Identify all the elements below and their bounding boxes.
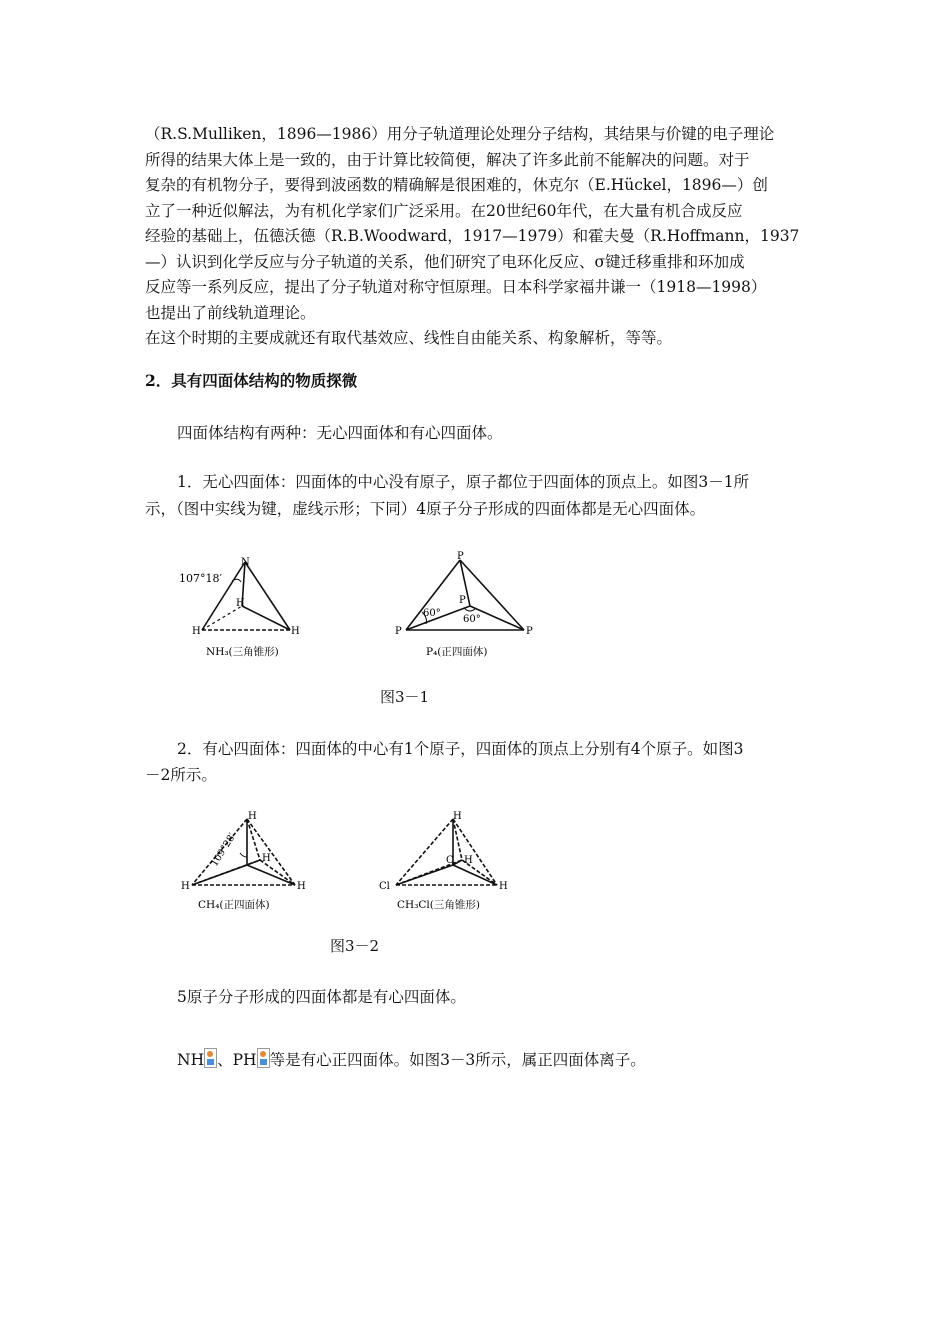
item2-text-line1: 2．有心四面体：四面体的中心有1个原子，四面体的顶点上分别有4个原子。如图3: [177, 740, 744, 758]
p4-angle-right: 60°: [463, 614, 481, 625]
nh3-left-label: H: [192, 626, 201, 637]
ph-prefix: PH: [232, 1051, 257, 1069]
intro-line: —）认识到化学反应与分子轨道的关系，他们研究了电环化反应、σ键迁移重排和环加成: [145, 252, 745, 271]
nh3-angle-label: 107°18′: [179, 572, 222, 585]
item2-text-line2: －2所示。: [145, 766, 217, 784]
section-heading: 2．具有四面体结构的物质探微: [145, 371, 358, 390]
ch3cl-center-label: C: [446, 855, 454, 866]
intro-line: 也提出了前线轨道理论。: [145, 303, 316, 322]
nh3-inner-label: H: [236, 598, 245, 609]
ch4-left-label: H: [181, 881, 190, 892]
separator: 、: [217, 1051, 233, 1069]
ch4-caption: CH₄(正四面体): [198, 899, 270, 911]
figure-3-1-diagrams: [170, 548, 550, 666]
p4-center-label: P: [459, 595, 466, 606]
intro-line: （R.S.Mulliken，1896—1986）用分子轨道理论处理分子结构，其结果与价键的电子理论: [145, 125, 775, 143]
ch4-diagram: [192, 819, 295, 885]
intro-line: 所得的结果大体上是一致的，由于计算比较简便，解决了许多此前不能解决的问题。对于: [145, 150, 750, 169]
broken-image-icon: [257, 1048, 270, 1068]
ch3cl-top-label: H: [453, 811, 462, 822]
ch3cl-right-label: H: [499, 881, 508, 892]
ch3cl-inner-label: H: [464, 855, 473, 866]
intro-line: 经验的基础上，伍德沃德（R.B.Woodward，1917—1979）和霍夫曼（R.Hoffmann，1937: [145, 227, 800, 245]
ch3cl-caption: CH₃Cl(三角锥形): [397, 899, 480, 911]
five-atom-text: 5原子分子形成的四面体都是有心四面体。: [177, 988, 466, 1006]
ions-line: [177, 1048, 646, 1073]
ch3cl-diagram: [396, 819, 497, 885]
broken-image-icon: [204, 1048, 217, 1068]
p4-angle-left: 60°: [423, 608, 441, 619]
ch4-inner-label: H: [262, 853, 271, 864]
figure-3-1-label: 图3－1: [380, 688, 430, 706]
p4-left-label: P: [395, 626, 402, 637]
intro-line: 在这个时期的主要成就还有取代基效应、线性自由能关系、构象解析，等等。: [145, 329, 673, 347]
p4-top-label: P: [457, 551, 464, 562]
figure-3-2-diagrams: [170, 805, 550, 917]
intro-line: 反应等一系列反应，提出了分子轨道对称守恒原理。日本科学家福井谦一（1918—1998）: [145, 278, 767, 296]
nh-prefix: NH: [177, 1051, 205, 1069]
ch3cl-left-label: Cl: [379, 881, 390, 892]
tetrahedron-intro: 四面体结构有两种：无心四面体和有心四面体。: [177, 424, 503, 442]
p4-right-label: P: [526, 626, 533, 637]
ch4-right-label: H: [297, 881, 306, 892]
nh3-caption: NH₃(三角锥形): [206, 646, 279, 658]
nh3-top-label: N: [241, 557, 250, 568]
item1-text-line2: 示，（图中实线为键，虚线示形；下同）4原子分子形成的四面体都是无心四面体。: [145, 500, 706, 518]
intro-paragraph: [145, 122, 815, 352]
intro-line: 立了一种近似解法，为有机化学家们广泛采用。在20世纪60年代，在大量有机合成反应: [145, 201, 743, 220]
ch4-top-label: H: [248, 811, 257, 822]
intro-line: 复杂的有机物分子，要得到波函数的精确解是很困难的，休克尔（E.Hückel，1896—）创: [145, 176, 768, 194]
ch4-angle-label: 109°28′: [209, 831, 239, 869]
item1-text-line1: 1．无心四面体：四面体的中心没有原子，原子都位于四面体的顶点上。如图3－1所: [177, 473, 750, 491]
p4-caption: P₄(正四面体): [426, 646, 488, 658]
figure-3-2-label: 图3－2: [330, 937, 380, 955]
ions-line-rest: 等是有心正四面体。如图3－3所示，属正四面体离子。: [269, 1051, 646, 1069]
nh3-right-label: H: [291, 626, 300, 637]
